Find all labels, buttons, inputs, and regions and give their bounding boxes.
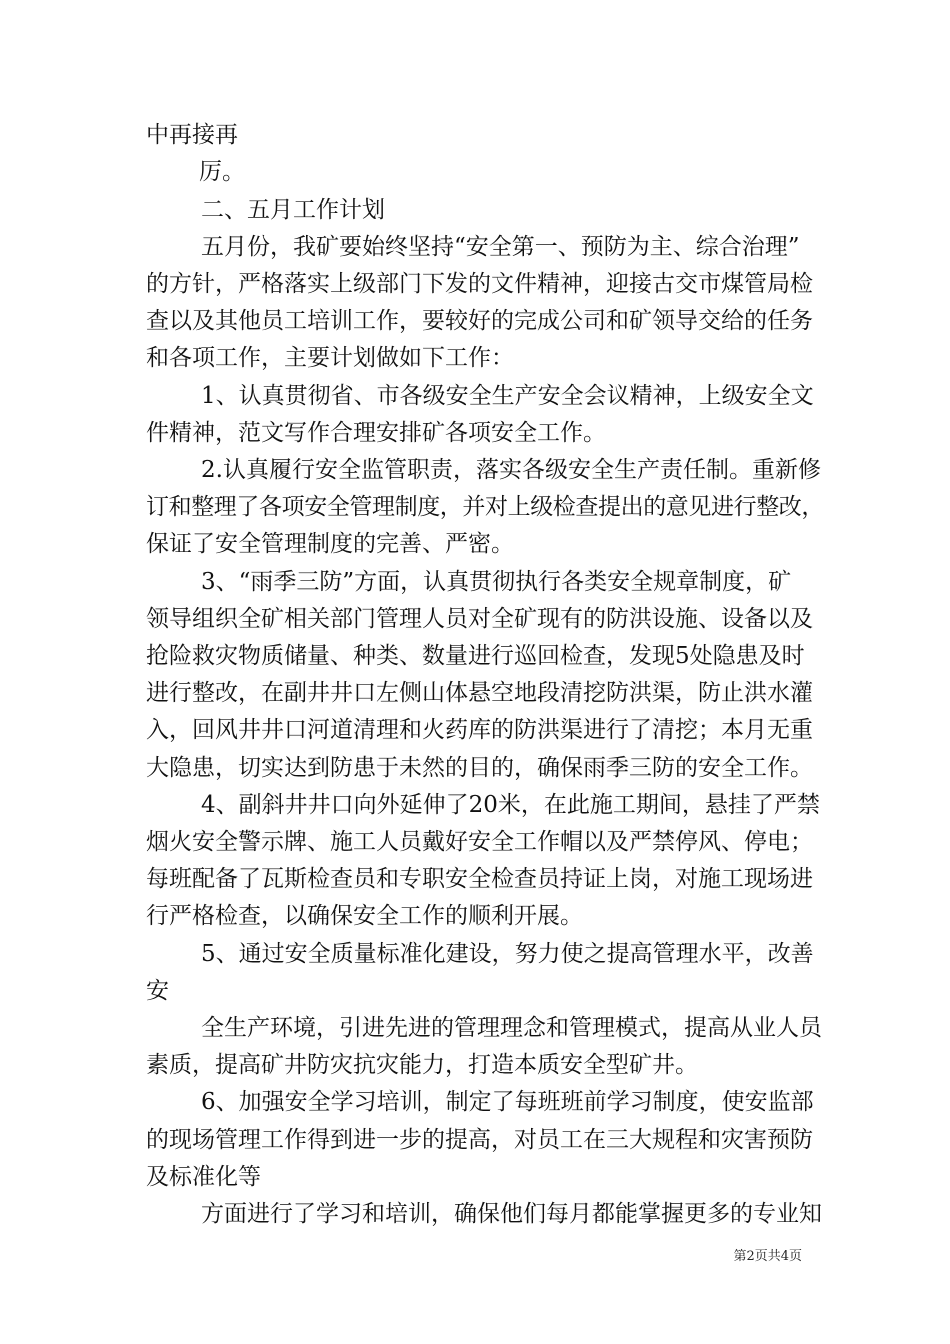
text-line: 行严格检查，以确保安全工作的顺利开展。 <box>146 903 583 929</box>
text-line: 保证了安全管理制度的完善、严密。 <box>146 531 514 557</box>
text-line: 查以及其他员工培训工作，要较好的完成公司和矿领导交给的任务 <box>146 308 813 334</box>
text-line: 及标准化等 <box>146 1164 261 1190</box>
text-line: 素质，提高矿井防灾抗灾能力，打造本质安全型矿井。 <box>146 1052 698 1078</box>
text-line: 入，回风井井口河道清理和火药库的防洪渠进行了清挖；本月无重 <box>146 717 813 743</box>
text-line: 2.认真履行安全监管职责，落实各级安全生产责任制。重新修 <box>201 457 821 483</box>
text-line: 每班配备了瓦斯检查员和专职安全检查员持证上岗，对施工现场进 <box>146 866 813 892</box>
text-line: 4、副斜井井口向外延伸了20米，在此施工期间，悬挂了严禁 <box>201 792 820 818</box>
text-line: 件精神，范文写作合理安排矿各项安全工作。 <box>146 420 606 446</box>
text-line: 1、认真贯彻省、市各级安全生产安全会议精神，上级安全文 <box>201 383 814 409</box>
text-line: 安 <box>146 978 169 1004</box>
text-line: 的现场管理工作得到进一步的提高，对员工在三大规程和灾害预防 <box>146 1127 813 1153</box>
text-line: 3、“雨季三防”方面，认真贯彻执行各类安全规章制度，矿 <box>201 569 792 595</box>
text-line: 五月份，我矿要始终坚持“安全第一、预防为主、综合治理” <box>201 234 800 260</box>
text-line: 大隐患，切实达到防患于未然的目的，确保雨季三防的安全工作。 <box>146 755 813 781</box>
text-line: 订和整理了各项安全管理制度，并对上级检查提出的意见进行整改， <box>146 494 825 520</box>
text-line: 方面进行了学习和培训，确保他们每月都能掌握更多的专业知 <box>201 1201 822 1227</box>
text-line: 抢险救灾物质储量、种类、数量进行巡回检查，发现5处隐患及时 <box>146 643 805 669</box>
text-line: 5、通过安全质量标准化建设，努力使之提高管理水平，改善 <box>201 941 814 967</box>
text-line: 和各项工作，主要计划做如下工作： <box>146 345 514 371</box>
text-line: 的方针，严格落实上级部门下发的文件精神，迎接古交市煤管局检 <box>146 271 813 297</box>
text-line: 6、加强安全学习培训，制定了每班班前学习制度，使安监部 <box>201 1089 814 1115</box>
section-heading: 二、五月工作计划 <box>201 197 385 223</box>
text-line: 全生产环境，引进先进的管理理念和管理模式，提高从业人员 <box>201 1015 822 1041</box>
text-line: 中再接再 <box>146 122 238 148</box>
text-line: 厉。 <box>199 159 245 185</box>
text-line: 进行整改，在副井井口左侧山体悬空地段清挖防洪渠，防止洪水灌 <box>146 680 813 706</box>
page-number: 第2页共4页 <box>733 1249 802 1264</box>
text-line: 领导组织全矿相关部门管理人员对全矿现有的防洪设施、设备以及 <box>146 606 813 632</box>
text-line: 烟火安全警示牌、施工人员戴好安全工作帽以及严禁停风、停电； <box>146 829 813 855</box>
